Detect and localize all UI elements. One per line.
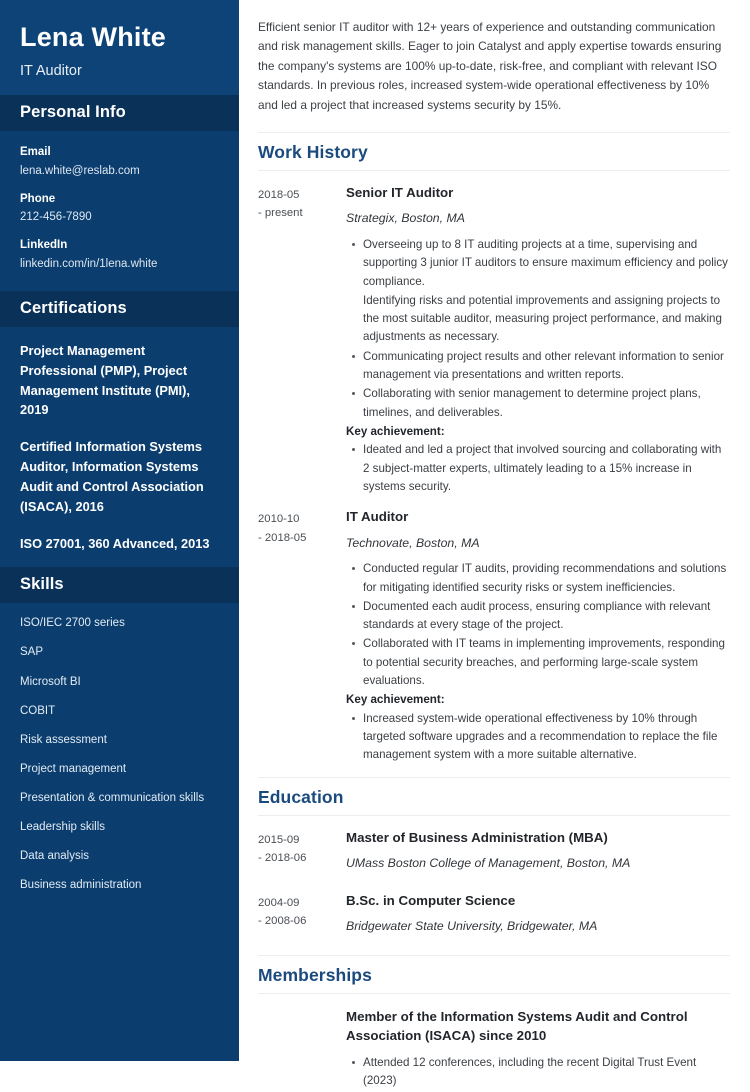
work-entry-bullets (346, 236, 730, 422)
section-work-history (258, 132, 730, 766)
section-education (258, 777, 730, 944)
certifications-heading: Certifications (20, 298, 127, 317)
skill-item: Leadership skills (20, 820, 106, 833)
certification-item: ISO 27001, 360 Advanced, 2013 (20, 535, 210, 551)
bullet-item: Ideated and led a project that involved sourcing and collaborating with 2 subject-matter experts, ultimately leading to a 15% increase in systems security. (363, 441, 730, 496)
certification-item: Certified Information Systems Auditor, Information Systems Audit and Control Association (ISACA), 2016 (20, 439, 204, 514)
skill-item: Microsoft BI (20, 675, 81, 688)
education-entry-date-end: - 2008-06 (258, 914, 307, 927)
skill-item: Risk assessment (20, 733, 107, 746)
education-entry-org: Bridgewater State University, Bridgewater, MA (346, 918, 598, 933)
certifications-body (0, 327, 239, 567)
candidate-name: Lena White (20, 22, 167, 52)
contact-value-linkedin[interactable]: linkedin.com/in/1lena.white (20, 257, 158, 270)
personal-info-body (0, 131, 239, 291)
membership-entry-body (346, 1007, 730, 1092)
personal-info-heading: Personal Info (20, 103, 126, 122)
bullet-item: Increased system-wide operational effectiveness by 10% through targeted software upgrades and a recommendation to replace the file management system with a more suitable alternative. (363, 710, 730, 765)
bullet-item: Communicating project results and other relevant information to senior management via presentations and written reports. (363, 348, 730, 385)
skill-item: Project management (20, 762, 127, 775)
education-entry-date-start: 2004-09 (258, 896, 300, 909)
education-entry-date-end: - 2018-06 (258, 852, 307, 865)
work-entry (258, 508, 730, 765)
work-entry-org: Technovate, Boston, MA (346, 535, 480, 550)
education-entry-date-start: 2015-09 (258, 833, 300, 846)
skill-item: Presentation & communication skills (20, 791, 205, 804)
certifications-heading-band (0, 291, 239, 327)
work-entry-dates (258, 508, 346, 765)
contact-label-phone: Phone (20, 192, 56, 205)
work-entry-body (346, 184, 730, 497)
skill-item: ISO/IEC 2700 series (20, 617, 125, 630)
skill-item: COBIT (20, 704, 56, 717)
work-entry-body (346, 508, 730, 765)
skills-heading-band (0, 567, 239, 603)
bullet-item: Identifying risks and potential improvements and assigning projects to the most suitable auditor, measuring project performance, and making adjustments as necessary. (363, 293, 722, 344)
personal-info-heading-band (0, 95, 239, 131)
work-entry-title: Senior IT Auditor (346, 185, 454, 201)
education-entry-body (346, 892, 730, 944)
education-entry-title: Master of Business Administration (MBA) (346, 829, 608, 845)
skills-heading: Skills (20, 575, 64, 594)
education-entry-dates (258, 892, 346, 944)
education-entry (258, 892, 730, 944)
membership-title: Member of the Information Systems Audit and Control Association (ISACA) since 2010 (346, 1008, 688, 1043)
membership-bullets (346, 1054, 730, 1091)
work-entry-bullets (346, 560, 730, 690)
bullet-item: Overseeing up to 8 IT auditing projects at a time, supervising and supporting 3 junior IT auditors to ensure maximum efficiency and policy compliance. (363, 236, 730, 291)
sidebar-header (0, 0, 239, 95)
certification-item: Project Management Professional (PMP), Project Management Institute (PMI), 2019 (20, 342, 190, 418)
skill-item: Business administration (20, 879, 142, 892)
work-entry-date-start: 2010-10 (258, 513, 300, 526)
bullet-item: Documented each audit process, ensuring compliance with relevant standards at every stage of the project. (363, 598, 730, 635)
education-entry-title: B.Sc. in Computer Science (346, 892, 516, 908)
bullet-item: Collaborating with senior management to determine project plans, timelines, and deliverables. (363, 385, 730, 422)
contact-value-phone[interactable]: 212-456-7890 (20, 211, 92, 224)
memberships-heading-wrap (258, 955, 730, 994)
education-heading-wrap (258, 777, 730, 816)
work-entry-dates (258, 184, 346, 497)
work-entry-key-achievements (346, 441, 730, 496)
section-memberships (258, 955, 730, 1092)
skill-item: Data analysis (20, 850, 90, 863)
education-heading: Education (258, 786, 344, 807)
contact-item-phone (20, 192, 219, 226)
work-entry-date-start: 2018-05 (258, 189, 300, 202)
membership-entry (258, 1007, 730, 1092)
bullet-item: Attended 12 conferences, including the recent Digital Trust Event (2023) (363, 1054, 730, 1091)
work-entry-date-end: - 2018-05 (258, 531, 307, 544)
contact-value-email[interactable]: lena.white@reslab.com (20, 164, 140, 177)
contact-label-email: Email (20, 146, 51, 159)
education-entry-org: UMass Boston College of Management, Boston, MA (346, 856, 631, 871)
contact-item-linkedin (20, 238, 219, 272)
education-entry-body (346, 829, 730, 881)
sidebar (0, 0, 239, 1061)
key-achievement-label: Key achievement: (346, 693, 445, 707)
work-entry-title: IT Auditor (346, 509, 409, 525)
skill-item: SAP (20, 646, 44, 659)
bullet-item: Conducted regular IT audits, providing recommendations and solutions for mitigating identified security risks or system inefficiencies. (363, 560, 730, 597)
work-entry (258, 184, 730, 497)
work-entry-date-end: - present (258, 207, 303, 220)
candidate-job-title: IT Auditor (20, 63, 82, 80)
education-entry (258, 829, 730, 881)
professional-summary: Efficient senior IT auditor with 12+ years of experience and outstanding communication and risk management skills. Eager to join Catalyst and apply expertise towards ensuring the company's systems are 100% up-to-date, risk-free, and compliant with relevant ISO standards. In previous roles, increased system-wide operational effectiveness by 10% and led a project that increased systems security by 15%. (258, 20, 722, 112)
memberships-heading: Memberships (258, 964, 372, 985)
main-content (239, 0, 750, 1088)
work-history-heading: Work History (258, 142, 368, 163)
education-entry-dates (258, 829, 346, 881)
key-achievement-label: Key achievement: (346, 425, 445, 439)
bullet-item: Collaborated with IT teams in implementing improvements, responding to potential security breaches, and performing large-scale system evaluations. (363, 635, 730, 690)
skills-body (0, 603, 239, 926)
membership-dates-spacer (258, 1007, 346, 1092)
work-entry-org: Strategix, Boston, MA (346, 211, 465, 226)
contact-label-linkedin: LinkedIn (20, 239, 68, 252)
contact-item-email (20, 145, 219, 179)
work-entry-key-achievements (346, 710, 730, 765)
work-history-heading-wrap (258, 132, 730, 171)
